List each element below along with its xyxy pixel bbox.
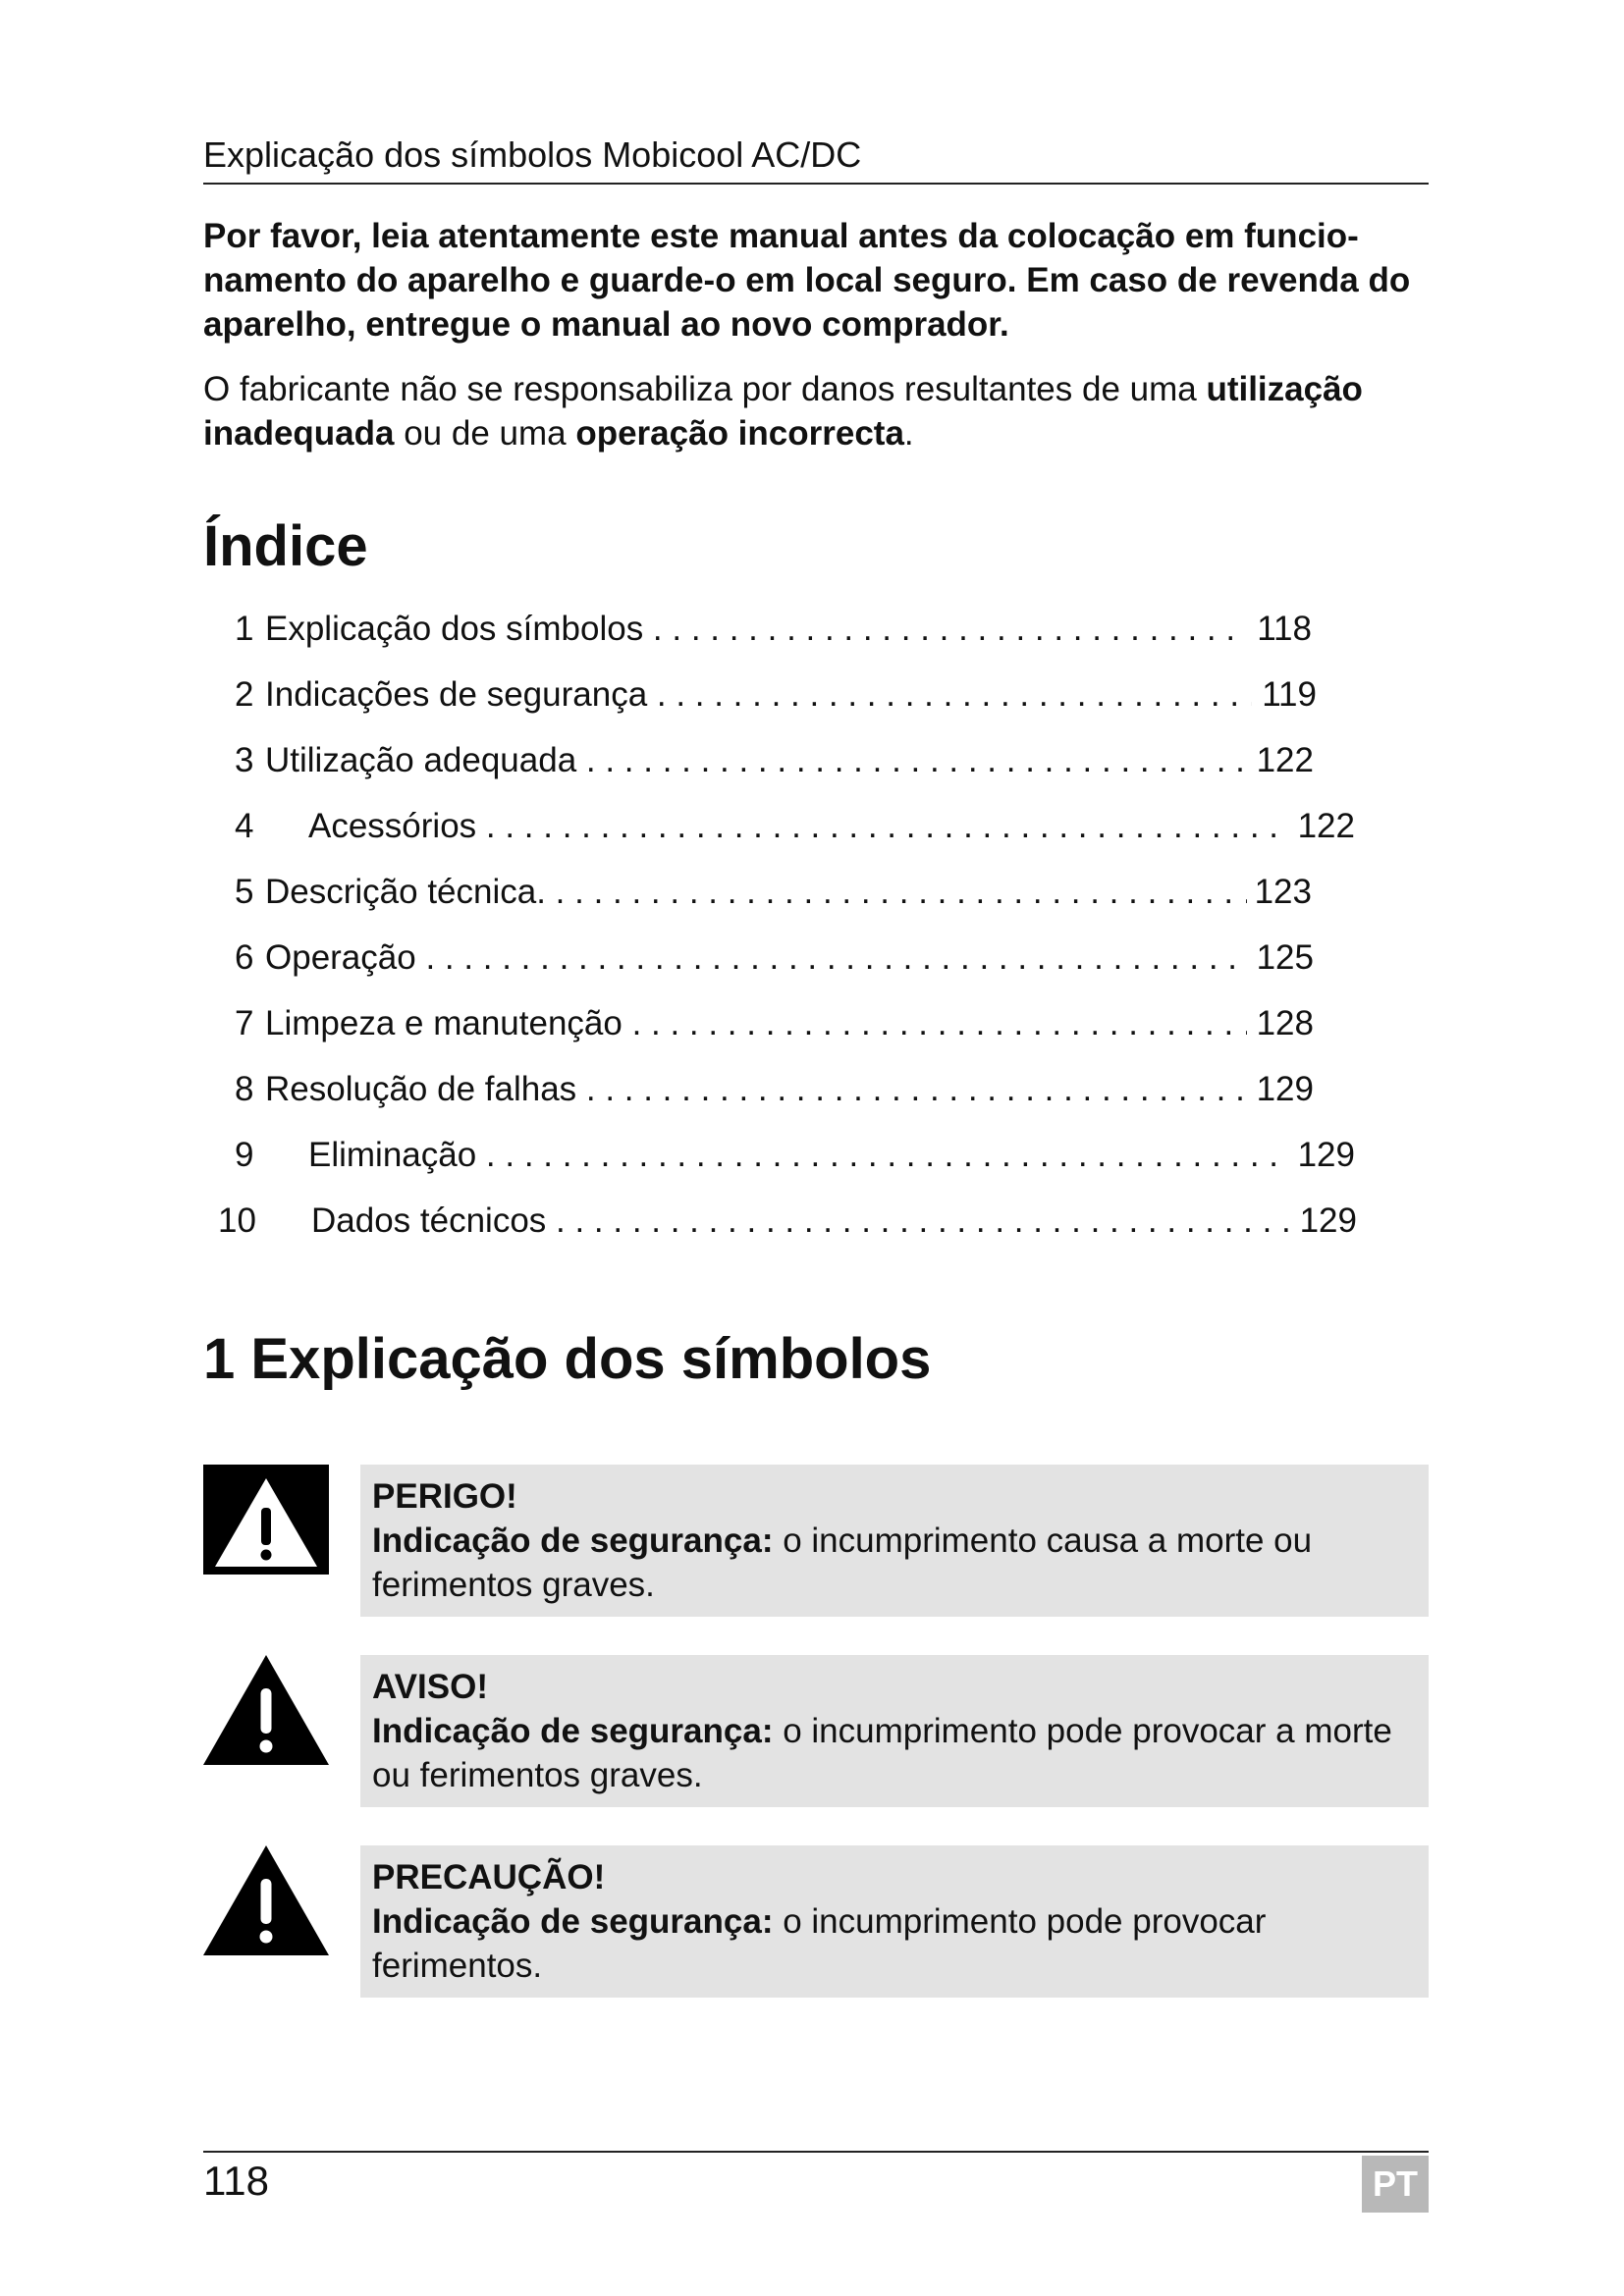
notice-lead: Indicação de segurança: [372, 1902, 774, 1941]
language-badge: PT [1362, 2156, 1429, 2213]
toc-entry-number: 9 [235, 1136, 254, 1174]
notice-title: PRECAUÇÃO! [372, 1858, 606, 1896]
toc-entry-page: 128 [1247, 1001, 1314, 1046]
toc-entry-label: Explicação dos símbolos . . . [265, 607, 1247, 652]
page-number: 118 [203, 2158, 269, 2204]
toc-entry-label: Limpeza e manutenção . . . [265, 1001, 1247, 1046]
toc-entry-number: 1 [235, 610, 254, 648]
intro-text-1: O fabricante não se responsabiliza por danos resultantes de uma [203, 370, 1207, 408]
toc-entry-page: 122 [1290, 804, 1355, 849]
notice-body: o incumprimento pode provocar a morte ou ferimentos graves. [372, 1712, 1392, 1794]
notice-text-box [360, 1655, 1429, 1807]
toc-entry-number: 3 [235, 741, 254, 779]
toc-entry-page: 129 [1247, 1067, 1314, 1112]
toc-entry-number: 8 [235, 1070, 254, 1108]
danger-warning-icon [203, 1465, 329, 1575]
toc-entry-page: 129 [1290, 1199, 1357, 1244]
intro-emphasis-2: operação incorrecta [575, 414, 904, 453]
toc-entry-label: Operação . . . [265, 935, 1247, 981]
toc-entry-label: Descrição técnica. . . . [265, 870, 1247, 915]
header-divider [203, 183, 1429, 185]
notice-text-box [360, 1465, 1429, 1617]
footer-divider [203, 2151, 1429, 2153]
notice-title: AVISO! [372, 1668, 488, 1706]
toc-entry-page: 123 [1247, 870, 1312, 915]
toc-entry-number: 4 [235, 807, 254, 845]
running-header: Explicação dos símbolos Mobicool AC/DC [203, 134, 862, 175]
toc-entry-number: 5 [235, 873, 254, 911]
toc-entry-label: Acessórios . . . [308, 804, 1290, 849]
section-heading: 1 Explicação dos símbolos [203, 1327, 932, 1391]
intro-emphasis-1: utilização inadequada [203, 370, 1363, 453]
toc-entry-page: 118 [1247, 607, 1312, 652]
toc-entry-label: Indicações de segurança . . . [265, 672, 1252, 718]
intro-paragraph [203, 367, 1429, 455]
notice-lead: Indicação de segurança: [372, 1522, 774, 1560]
notice-danger [203, 1465, 1429, 1617]
intro-text-2: ou de uma [394, 414, 576, 453]
toc-entry-page: 122 [1249, 738, 1314, 783]
notice-body: o incumprimento pode provocar ferimentos. [372, 1902, 1267, 1985]
warning-triangle-icon [203, 1655, 329, 1765]
toc-entry-number: 10 [218, 1201, 256, 1240]
toc-entry-label: Eliminação . . . [308, 1133, 1290, 1178]
manual-page [203, 0, 1429, 2296]
notice-caution [203, 1845, 1429, 1998]
toc-entry-label: Utilização adequada . . . [265, 738, 1249, 783]
toc-entry-number: 7 [235, 1004, 254, 1042]
notice-title: PERIGO! [372, 1477, 517, 1516]
notice-warning [203, 1655, 1429, 1807]
toc-entry-number: 6 [235, 938, 254, 977]
index-heading: Índice [203, 514, 368, 578]
toc-entry-page: 119 [1252, 672, 1317, 718]
notice-body: o incumprimento causa a morte ou ferimentos graves. [372, 1522, 1313, 1604]
toc-entry-label: Dados técnicos . . . [311, 1199, 1290, 1244]
toc-entry-page: 125 [1247, 935, 1314, 981]
toc-entry-page: 129 [1290, 1133, 1355, 1178]
toc-entry-label: Resolução de falhas . . . [265, 1067, 1247, 1112]
intro-text-3: . [903, 414, 914, 453]
caution-triangle-icon [203, 1845, 329, 1955]
notice-text-box [360, 1845, 1429, 1998]
toc-entry-number: 2 [235, 675, 254, 714]
intro-bold-paragraph: Por favor, leia atentamente este manual antes da colocação em funcio-namento do aparelho e guarde-o em local seguro. Em caso de revenda do aparelho, entregue o manual ao novo comprador. [203, 217, 1411, 344]
notice-lead: Indicação de segurança: [372, 1712, 774, 1750]
